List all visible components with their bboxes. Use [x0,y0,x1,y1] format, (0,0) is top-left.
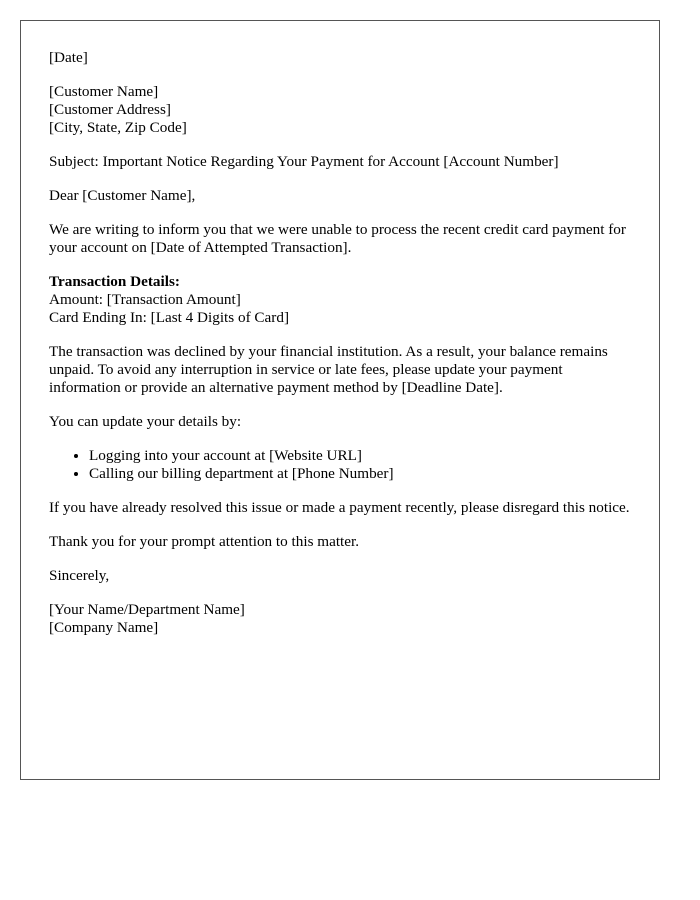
signature-block [49,601,631,637]
declined-paragraph: The transaction was declined by your financial institution. As a result, your balance remains unpaid. To avoid any interruption in service or late fees, please update your payment information or provide an alternative payment method by [Deadline Date]. [49,343,608,396]
subject-line: Subject: Important Notice Regarding Your Payment for Account [Account Number] [49,153,559,170]
recipient-block [49,83,631,137]
date-text: [Date] [49,49,88,66]
recipient-name: [Customer Name] [49,83,159,100]
list-item: • Calling our billing department at [Phone Number] [89,465,631,483]
list-item: • Logging into your account at [Website URL] [89,447,631,465]
letter-date [49,49,631,67]
recipient-address: [Customer Address] [49,101,171,118]
intro-paragraph: We are writing to inform you that we were unable to process the recent credit card payment for your account on [Date of Attempted Transaction]. [49,221,626,256]
salutation: Dear [Customer Name], [49,187,196,204]
signature-name: [Your Name/Department Name] [49,601,245,618]
update-methods-list [49,447,631,483]
transaction-heading: Transaction Details: [49,273,180,290]
signature-company: [Company Name] [49,619,159,636]
letter-document [20,20,660,780]
transaction-details [49,273,631,327]
update-intro: You can update your details by: [49,413,242,430]
transaction-amount: Amount: [Transaction Amount] [49,291,241,308]
thanks-paragraph: Thank you for your prompt attention to this matter. [49,533,360,550]
transaction-card: Card Ending In: [Last 4 Digits of Card] [49,309,290,326]
resolved-note: If you have already resolved this issue or made a payment recently, please disregard this notice. [49,499,630,516]
closing: Sincerely, [49,567,110,584]
recipient-city-state-zip: [City, State, Zip Code] [49,119,187,136]
